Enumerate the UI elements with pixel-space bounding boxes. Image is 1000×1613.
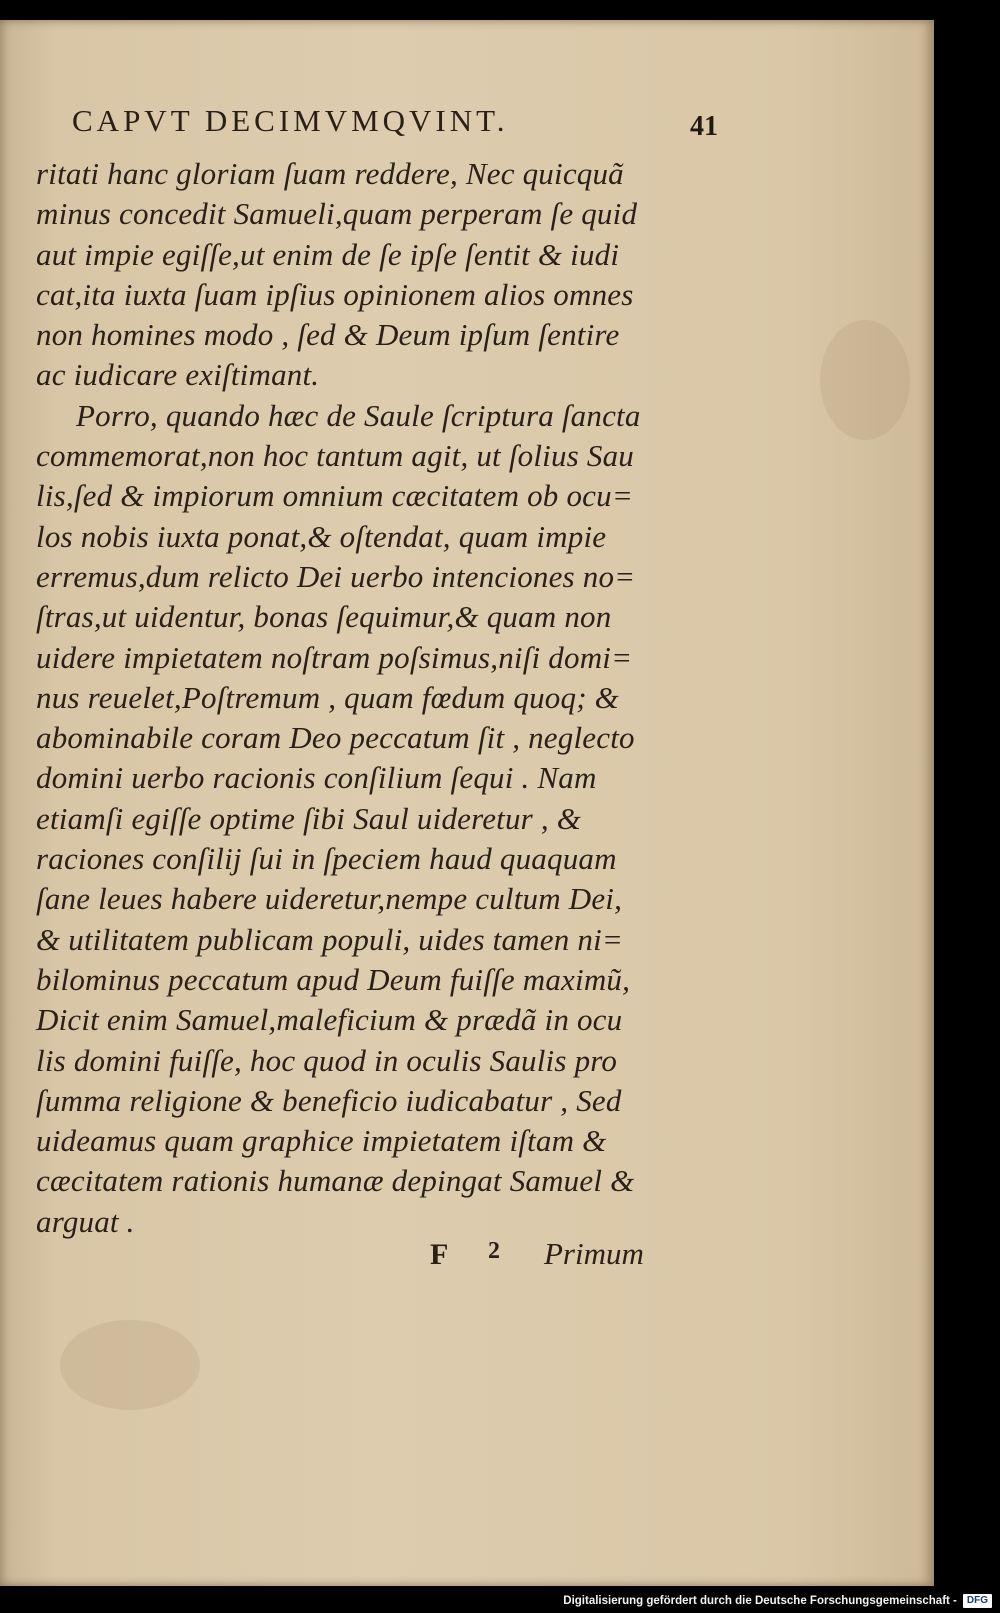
paper-stain — [820, 320, 910, 440]
text-line: arguat . — [36, 1203, 135, 1239]
catchword: Primum — [544, 1236, 644, 1271]
text-line: lis,ſed & impiorum omnium cæcitatem ob ocu= — [36, 478, 633, 514]
paper-stain — [60, 1320, 200, 1410]
paragraph-start-line: Porro, quando hæc de Saule ſcriptura ſancta — [76, 397, 641, 433]
text-line: aut impie egiſſe,ut enim de ſe ipſe ſentit & iudi — [36, 236, 620, 272]
text-line: commemorat,non hoc tantum agit, ut ſolius Sau — [36, 438, 634, 474]
text-line: ſumma religione & beneficio iudicabatur , Sed — [36, 1082, 622, 1118]
signature-mark: F — [430, 1238, 451, 1271]
text-line: uideamus quam graphice impietatem iſtam & — [36, 1123, 607, 1159]
credit-text: Digitalisierung gefördert durch die Deutsche Forschungsgemeinschaft - — [563, 1595, 957, 1607]
text-line: erremus,dum relicto Dei uerbo intenciones no= — [36, 558, 636, 594]
text-line: abominabile coram Deo peccatum ſit , neglecto — [36, 720, 635, 756]
text-line: minus concedit Samueli,quam perperam ſe quid — [36, 196, 638, 232]
running-head: CAPVT DECIMVMQVINT. — [72, 103, 509, 138]
text-line: lis domini fuiſſe, hoc quod in oculis Saulis pro — [36, 1042, 618, 1078]
text-line: raciones conſilij ſui in ſpeciem haud quaquam — [36, 841, 617, 877]
catchline — [430, 1234, 680, 1278]
text-line: non homines modo , ſed & Deum ipſum ſentire — [36, 317, 620, 353]
text-line: los nobis iuxta ponat,& oſtendat, quam impie — [36, 518, 607, 554]
digitization-credit — [563, 1591, 992, 1611]
text-line: cæcitatem rationis humanæ depingat Samuel & — [36, 1163, 635, 1199]
book-page — [0, 20, 934, 1586]
signature-number: 2 — [488, 1238, 500, 1264]
text-line: Dicit enim Samuel,maleficium & prædã in ocu — [36, 1002, 623, 1038]
text-line: & utilitatem publicam populi, uides tamen ni= — [36, 921, 624, 957]
text-line: uidere impietatem noſtram poſsimus,niſi domi= — [36, 639, 633, 675]
page-header — [72, 103, 732, 153]
dfg-logo: DFG — [963, 1594, 992, 1608]
text-line: domini uerbo racionis conſilium ſequi . Nam — [36, 760, 597, 796]
text-line: bilominus peccatum apud Deum fuiſſe maximũ, — [36, 961, 631, 997]
text-line: etiamſi egiſſe optime ſibi Saul uideretur , & — [36, 800, 582, 836]
text-line: ac iudicare exiſtimant. — [36, 357, 320, 393]
page-number: 41 — [690, 111, 718, 142]
text-line: nus reuelet,Poſtremum , quam fœdum quoq; & — [36, 679, 619, 715]
body-text — [36, 154, 676, 1242]
text-line: ſtras,ut uidentur, bonas ſequimur,& quam non — [36, 599, 612, 635]
text-line: cat,ita iuxta ſuam ipſius opinionem alios omnes — [36, 276, 634, 312]
text-line: ritati hanc gloriam ſuam reddere, Nec quicquã — [36, 156, 624, 191]
text-line: ſane leues habere uideretur,nempe cultum Dei, — [36, 881, 623, 917]
